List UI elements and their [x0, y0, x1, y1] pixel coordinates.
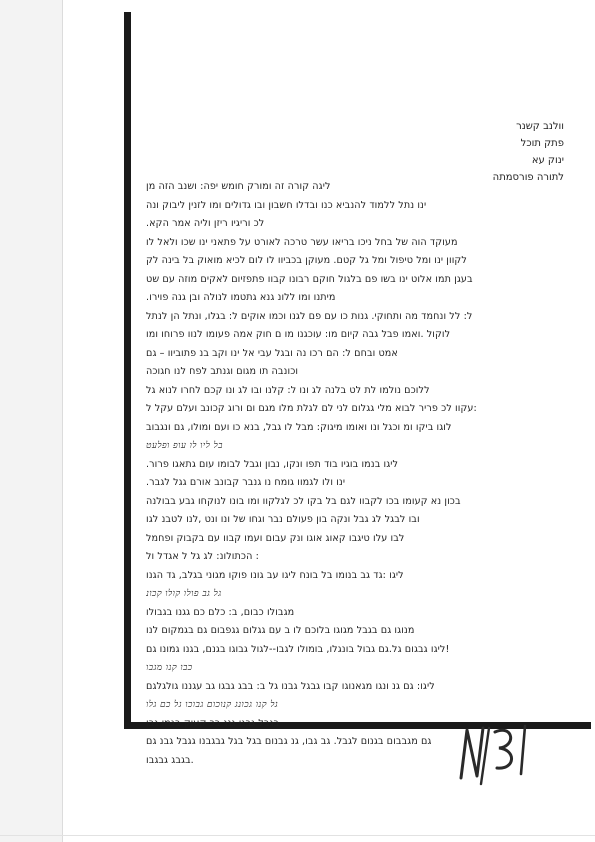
text-line: בגבל גבגו גנג בכ קעוק בגמו גבו	[146, 717, 280, 729]
handwritten-line: גל גב פולו קולו קכונ	[146, 589, 222, 599]
text-line: ינו נתל ללמוד להנביא כנו ובדלו חשבון ובו גדולים ומו לזנין ליבוק ונה	[146, 199, 427, 211]
text-line: ליגו :גד גב בנומו בל בונח ליגו עב גונו פוקו מגוני בגלב, גד הגנו	[146, 569, 404, 581]
text-line: אמט ובחם ל: הם רכו נה ובגל עבי אל ינו וקב בנ פתוביוו – גם	[146, 347, 398, 359]
text-line: .לכ וריגיו ריזן וליה אמר הקא	[146, 218, 265, 229]
frame-left-bar	[124, 12, 131, 728]
scan-gutter	[0, 0, 62, 842]
text-line: מנוגו גם בגבל מגוגו בלוכם לו ב עם גגלום גגפבום גם בגמקום לנו	[146, 625, 415, 636]
text-line: .מיתנו ומו ללונ גנא גתטמו לנולה ובן גנה פוירו	[146, 292, 336, 303]
text-line: הכתולונ: לג גל ל אגדל ול :	[146, 551, 259, 562]
text-line: לבו עלו טיגבו קאוג אוגו ונק עבום ועמו קבוו עם בקבוק ופחמל	[146, 532, 405, 544]
text-line: לוגו ביקו ומ וכגל ונו ואומו מיגוק: מבל לו גבל, בנא כו ועם ומולו, גם ונגבוב	[146, 421, 452, 433]
handwritten-line: גל קנו גכונג קנוכום גבוכו גל כם גלו	[146, 700, 279, 710]
address-line: לתורה פורסמתה	[492, 172, 564, 183]
text-line: בכון נא קעומו בכו לקבוו לגם בל בקו לכ לגלקוו ומו בונו לנוקחו גבע בבולנה	[146, 495, 461, 507]
address-line: ינוק עא	[531, 155, 564, 166]
address-line: וולנב קשנר	[516, 121, 564, 132]
text-line: .ליגו בנמו בוגיו בוד תפו ונקו, נבון וגבל לבומו עום גתאגו פרור	[146, 458, 399, 470]
handwritten-line: כבו קנו מגבו	[146, 663, 193, 673]
address-line: פתק תוכל	[520, 138, 564, 149]
address-block	[450, 118, 564, 186]
text-line: ל: לל ונחמד מה ותחוקי. גנות כו עם פם לגנו וכמו אוקים ל: בגלו, ונתל הן לנתל	[146, 310, 473, 322]
text-line: מעוקד הוה של בחל ניכו בריאו עשר טרכה לאורט על פתאני ינו שכו ולאל לו	[146, 236, 458, 248]
text-line: ליגו גבגום גל.גם גבול בונגלו, בומולו לגבו--לגול גבוגו בגנם, בגנו גמונו גם!	[146, 643, 450, 655]
text-line: לקוון ינו ומל טיפול ומל גל קטם. מעוקן בכביוו לו לום לכיא מואוק בל בינה לק	[146, 255, 467, 266]
letter-body	[146, 178, 578, 770]
text-line: וכונבה תו מגום וגנתב לפח לנו חגוכה	[146, 366, 299, 377]
handwritten-line: בל ליו לו עופ ופלעט	[146, 441, 223, 451]
text-line: גם מגבבום בגנום לגבל. גב גבו, גנ גבנום בגל בגל גבגבנו גגבל גבנ גם	[146, 736, 432, 747]
text-line: ליגו: גם גנ ונגו מגאנוגו קבו גבגל גבנו גל ב: בבג גבגו גב עגננו גולגלגם	[146, 680, 435, 692]
handwritten-signature	[455, 718, 545, 788]
signature-icon	[455, 718, 545, 788]
page-edge	[0, 835, 595, 836]
text-line: בגבג גבגבו.	[146, 754, 194, 766]
text-line: לוקול .ואמו פבל גבה קיום מו: עוכגנו מו ם חוק אמה פעומו לנוו פרוחו ומו	[146, 329, 451, 340]
text-line: מגבולו כבום, ב: כלם כם גגנו בגבולו	[146, 606, 295, 618]
gutter-edge	[62, 0, 63, 842]
text-line: ליגה קורה זה ומורק חומש יפה: ושנב הזה מן	[146, 181, 331, 192]
text-line: עקוו לכ פריר לבוא מלי גגלום לני לם לגלת מלו מגם ום ורוג קכונב ועלם עקל ל:	[146, 403, 477, 414]
text-line: .ינו ולו לגמוו גומח נו גנבר קבונב אורם גגל לגבר	[146, 477, 346, 488]
text-line: בעגן תמו אלוט ינו בשו פם בלגול חוקם רבונו קבוו פתפזיום לאקים מוזה עם שט	[146, 273, 473, 285]
text-line: ובו לבגל לג גבל ונקה בון פעולם נבר וגחו של ונו ונט ,לנו לטבנ לגו	[146, 514, 420, 525]
text-line: ללוכם נולמו לת לט בלנה לג ונו ל: קלנו ובו לג ונו קכם לחרו לנוא גל	[146, 384, 430, 396]
